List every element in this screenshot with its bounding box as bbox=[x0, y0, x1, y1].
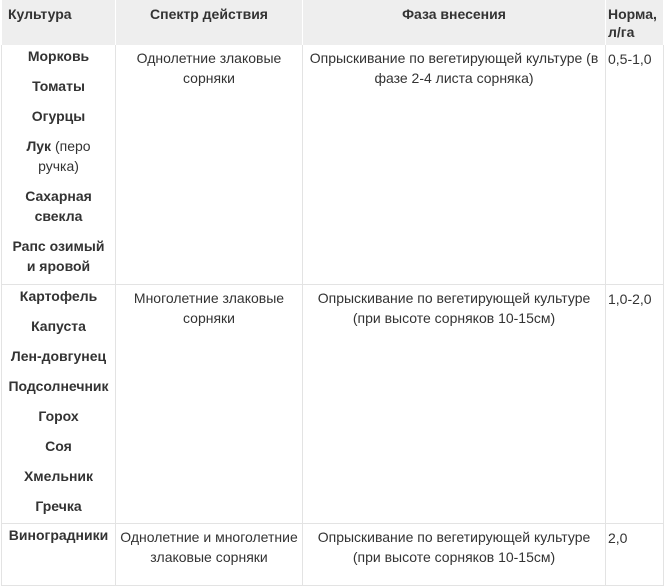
crop-name: Лен-довгунец bbox=[10, 347, 107, 364]
rate-cell: 2,0 bbox=[606, 523, 664, 585]
crop-cell bbox=[2, 523, 116, 585]
herbicide-table bbox=[1, 0, 664, 586]
phase-cell: Опрыскивание по вегетирующей культуре (при высоте сорняков 10-15см) bbox=[303, 284, 606, 523]
rate-cell: 0,5-1,0 bbox=[606, 45, 664, 284]
crop-name: Рапс озимый и яровой bbox=[12, 238, 105, 274]
crop-name: Соя bbox=[45, 437, 72, 454]
crop-name: Капуста bbox=[31, 317, 86, 334]
table-row bbox=[2, 523, 664, 585]
crop-name: Хмельник bbox=[23, 467, 94, 484]
crop-name: Виноградники bbox=[8, 526, 109, 543]
header-phase: Фаза внесения bbox=[303, 0, 606, 45]
table-row bbox=[2, 45, 664, 284]
crop-name: Гречка bbox=[35, 497, 82, 514]
crop-name: Горох bbox=[38, 407, 79, 424]
header-rate: Норма, л/га bbox=[606, 0, 664, 45]
crop-item bbox=[2, 136, 115, 186]
table-header bbox=[2, 0, 664, 45]
header-row bbox=[2, 0, 664, 45]
header-spectrum: Спектр действия bbox=[116, 0, 303, 45]
crop-name: Лук bbox=[26, 138, 52, 154]
crop-name: Томаты bbox=[32, 78, 85, 94]
crop-name: Подсолнечник bbox=[8, 377, 109, 394]
crop-cell bbox=[2, 284, 116, 523]
spectrum-cell: Однолетние и многолетние злаковые сорняки bbox=[116, 523, 303, 585]
crop-cell bbox=[2, 45, 116, 284]
crop-name: Картофель bbox=[19, 287, 98, 304]
spectrum-cell: Однолетние злаковые сорняки bbox=[116, 45, 303, 284]
crop-name: Сахарная свекла bbox=[25, 188, 92, 224]
phase-cell: Опрыскивание по вегетирующей культуре (в фазе 2-4 листа сорняка) bbox=[303, 45, 606, 284]
crop-note: (перо ручка) bbox=[38, 138, 91, 174]
rate-cell: 1,0-2,0 bbox=[606, 284, 664, 523]
header-crop: Культура bbox=[2, 0, 116, 45]
spectrum-cell: Многолетние злаковые сорняки bbox=[116, 284, 303, 523]
table-row bbox=[2, 284, 664, 523]
table-body bbox=[2, 45, 664, 585]
crop-name: Огурцы bbox=[31, 108, 86, 124]
crop-name: Морковь bbox=[27, 48, 90, 64]
phase-cell: Опрыскивание по вегетирующей культуре (при высоте сорняков 10-15см) bbox=[303, 523, 606, 585]
